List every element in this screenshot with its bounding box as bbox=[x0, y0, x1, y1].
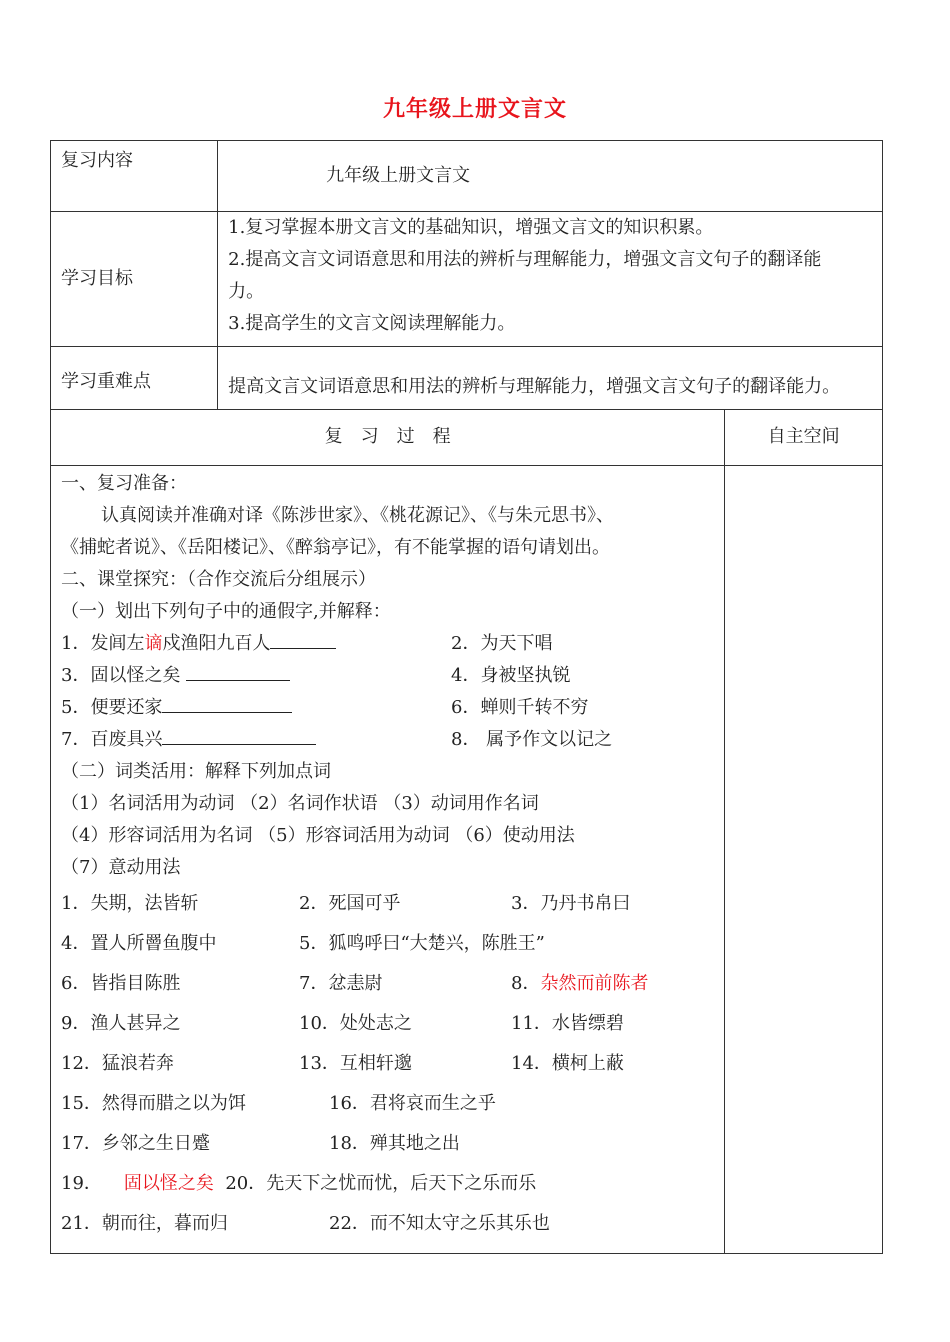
tongjia-item: 5．便要还家 bbox=[61, 697, 163, 718]
row-focus bbox=[51, 347, 883, 410]
question-item: 9．渔人甚异之 bbox=[61, 1013, 181, 1034]
question-number: 19． bbox=[61, 1173, 102, 1194]
tongjia-item: 8． 属予作文以记之 bbox=[451, 729, 613, 750]
focus-cell bbox=[218, 347, 883, 410]
question-item: 15．然得而腊之以为饵 bbox=[61, 1093, 246, 1114]
content-label-cell bbox=[51, 141, 218, 212]
question-highlight: 固以怪之矣 bbox=[123, 1173, 214, 1194]
question-item: 5．狐鸣呼曰“大楚兴，陈胜王” bbox=[299, 933, 545, 954]
question-item: 22．而不知太守之乐其乐也 bbox=[329, 1213, 550, 1234]
goals-label-cell bbox=[51, 212, 218, 347]
goals-label: 学习目标 bbox=[61, 268, 133, 289]
side-space-cell[interactable] bbox=[725, 466, 883, 1254]
focus-label: 学习重难点 bbox=[61, 371, 151, 392]
focus-value: 提高文言文词语意思和用法的辨析与理解能力，增强文言文句子的翻译能力。 bbox=[228, 376, 841, 397]
side-header: 自主空间 bbox=[767, 426, 840, 447]
review-table bbox=[50, 140, 883, 1254]
row-goals bbox=[51, 212, 883, 347]
tongjia-item: 3．固以怪之矣 bbox=[61, 665, 181, 686]
question-row bbox=[61, 1004, 714, 1044]
section-1-text: 《捕蛇者说》、《岳阳楼记》、《醉翁亭记》，有不能掌握的语句请划出。 bbox=[61, 537, 610, 558]
question-row bbox=[61, 964, 714, 1004]
tongjia-item: 7．百废具兴 bbox=[61, 729, 163, 750]
question-row bbox=[61, 884, 714, 924]
tongjia-item: 6．蝉则千转不穷 bbox=[451, 697, 589, 718]
page-title: 九年级上册文言文 bbox=[382, 96, 567, 122]
tongjia-item-rest: 戍渔阳九百人 bbox=[162, 633, 271, 654]
question-item: 17．乡邻之生日蹙 bbox=[61, 1133, 210, 1154]
part-1-title: （一）划出下列句子中的通假字,并解释： bbox=[61, 601, 391, 622]
part-2-title: （二）词类活用：解释下列加点词 bbox=[61, 761, 331, 782]
section-2-title: 二、课堂探究：（合作交流后分组展示） bbox=[61, 569, 376, 590]
tongjia-row bbox=[61, 660, 714, 692]
question-item: 11．水皆缥碧 bbox=[511, 1013, 624, 1034]
question-item: 7．忿恚尉 bbox=[299, 973, 383, 994]
answer-blank[interactable] bbox=[186, 660, 290, 681]
question-item: 18．殚其地之出 bbox=[329, 1133, 460, 1154]
question-item: 6．皆指目陈胜 bbox=[61, 973, 181, 994]
question-number: 8． bbox=[511, 973, 541, 994]
section-1-text: 认真阅读并准确对译《陈涉世家》、《桃花源记》、《与朱元思书》、 bbox=[101, 505, 614, 526]
question-item: 4．置人所罾鱼腹中 bbox=[61, 933, 217, 954]
tongjia-item: 2．为天下唱 bbox=[451, 633, 553, 654]
question-row bbox=[61, 1084, 714, 1124]
section-1-title: 一、复习准备： bbox=[61, 473, 187, 494]
question-item: 20．先天下之忧而忧，后天下之乐而乐 bbox=[225, 1173, 537, 1194]
tongjia-row bbox=[61, 692, 714, 724]
content-value-cell bbox=[218, 141, 883, 212]
goal-item: 2.提高文言文词语意思和用法的辨析与理解能力，增强文言文句子的翻译能 bbox=[228, 249, 822, 270]
question-item: 1．失期，法皆斩 bbox=[61, 893, 199, 914]
goal-item: 力。 bbox=[228, 281, 265, 302]
row-headers bbox=[51, 410, 883, 466]
question-item: 12．猛浪若奔 bbox=[61, 1053, 174, 1074]
question-row bbox=[61, 1204, 714, 1244]
question-item: 21．朝而往，暮而归 bbox=[61, 1213, 228, 1234]
question-item: 16．君将哀而生之乎 bbox=[329, 1093, 496, 1114]
question-item: 3．乃丹书帛曰 bbox=[511, 893, 631, 914]
goal-item: 1.复习掌握本册文言文的基础知识，增强文言文的知识积累。 bbox=[228, 217, 714, 238]
tongjia-row bbox=[61, 628, 714, 660]
answer-blank[interactable] bbox=[162, 724, 316, 745]
question-row bbox=[61, 1044, 714, 1084]
goals-cell bbox=[218, 212, 883, 347]
process-header-cell bbox=[51, 410, 725, 466]
row-content bbox=[51, 141, 883, 212]
question-row bbox=[61, 1124, 714, 1164]
question-item: 14．横柯上蔽 bbox=[511, 1053, 624, 1074]
usage-types: （1）名词活用为动词 （2）名词作状语 （3）动词用作名词 bbox=[61, 793, 539, 814]
process-cell bbox=[51, 466, 725, 1254]
process-header: 复 习 过 程 bbox=[324, 426, 451, 447]
question-row bbox=[61, 924, 714, 964]
focus-label-cell bbox=[51, 347, 218, 410]
usage-types: （4）形容词活用为名词 （5）形容词活用为动词 （6）使动用法 bbox=[61, 825, 575, 846]
tongjia-highlight: 谪 bbox=[144, 633, 163, 654]
answer-blank[interactable] bbox=[162, 692, 292, 713]
tongjia-item: 1．发闾左 bbox=[61, 633, 145, 654]
question-highlight: 杂然而前陈者 bbox=[540, 973, 649, 994]
answer-blank[interactable] bbox=[270, 628, 336, 649]
content-value: 九年级上册文言文 bbox=[326, 165, 471, 186]
tongjia-item: 4．身被坚执锐 bbox=[451, 665, 571, 686]
question-row bbox=[61, 1164, 714, 1204]
tongjia-row bbox=[61, 724, 714, 756]
question-item: 13．互相轩邈 bbox=[299, 1053, 412, 1074]
usage-types: （7）意动用法 bbox=[61, 857, 181, 878]
content-label: 复习内容 bbox=[61, 150, 133, 171]
question-item: 10．处处志之 bbox=[299, 1013, 412, 1034]
question-item: 2．死国可乎 bbox=[299, 893, 401, 914]
row-process bbox=[51, 466, 883, 1254]
goal-item: 3.提高学生的文言文阅读理解能力。 bbox=[228, 313, 516, 334]
side-header-cell bbox=[725, 410, 883, 466]
